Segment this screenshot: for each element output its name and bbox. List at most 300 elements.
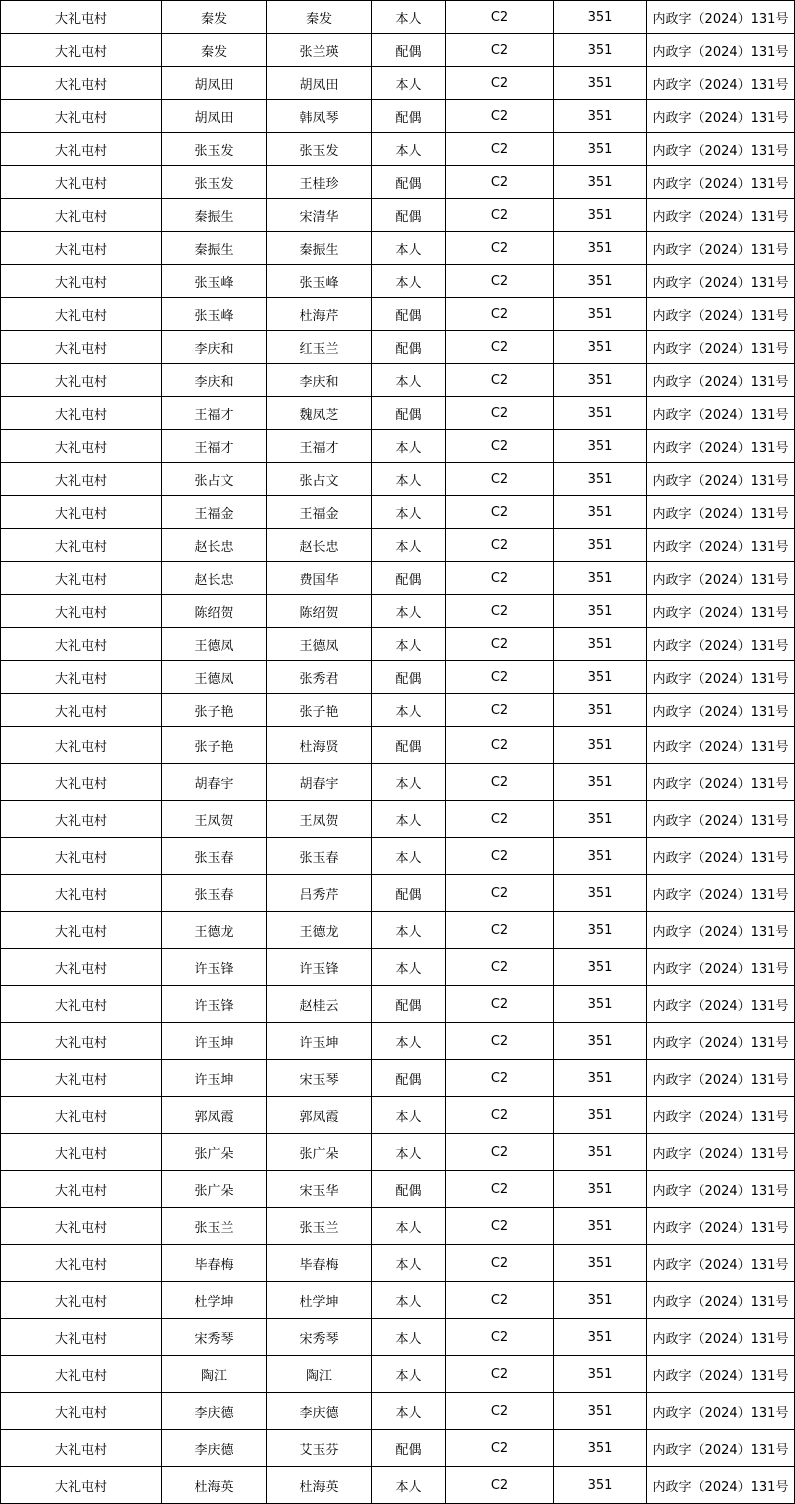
village-cell: 大礼屯村 xyxy=(1,949,162,986)
member-name-cell: 韩凤琴 xyxy=(267,100,372,133)
document-number-cell: 内政字（2024）131号 xyxy=(647,838,795,875)
village-cell: 大礼屯村 xyxy=(1,764,162,801)
household-head-cell: 郭凤霞 xyxy=(162,1097,267,1134)
table-row xyxy=(1,875,795,912)
household-head-cell: 王德凤 xyxy=(162,661,267,694)
village-cell: 大礼屯村 xyxy=(1,1430,162,1467)
relation-cell: 本人 xyxy=(372,1282,446,1319)
grade-cell: C2 xyxy=(446,912,554,949)
grade-cell: C2 xyxy=(446,1060,554,1097)
relation-cell: 配偶 xyxy=(372,397,446,430)
member-name-cell: 王德龙 xyxy=(267,912,372,949)
household-head-cell: 许玉坤 xyxy=(162,1023,267,1060)
amount-cell: 351 xyxy=(554,1245,647,1282)
village-cell: 大礼屯村 xyxy=(1,838,162,875)
amount-cell: 351 xyxy=(554,875,647,912)
village-cell: 大礼屯村 xyxy=(1,661,162,694)
household-head-cell: 赵长忠 xyxy=(162,562,267,595)
amount-cell: 351 xyxy=(554,986,647,1023)
amount-cell: 351 xyxy=(554,1208,647,1245)
amount-cell: 351 xyxy=(554,1430,647,1467)
member-name-cell: 陶江 xyxy=(267,1356,372,1393)
village-cell: 大礼屯村 xyxy=(1,1393,162,1430)
document-number-cell: 内政字（2024）131号 xyxy=(647,1393,795,1430)
member-name-cell: 杜海芹 xyxy=(267,298,372,331)
relation-cell: 本人 xyxy=(372,265,446,298)
member-name-cell: 胡凤田 xyxy=(267,67,372,100)
household-head-cell: 许玉坤 xyxy=(162,1060,267,1097)
table-row xyxy=(1,397,795,430)
grade-cell: C2 xyxy=(446,628,554,661)
table-row xyxy=(1,1393,795,1430)
table-row xyxy=(1,430,795,463)
grade-cell: C2 xyxy=(446,694,554,727)
grade-cell: C2 xyxy=(446,265,554,298)
grade-cell: C2 xyxy=(446,1467,554,1504)
member-name-cell: 宋秀琴 xyxy=(267,1319,372,1356)
table-row xyxy=(1,986,795,1023)
member-name-cell: 宋玉琴 xyxy=(267,1060,372,1097)
household-head-cell: 张玉兰 xyxy=(162,1208,267,1245)
grade-cell: C2 xyxy=(446,67,554,100)
relation-cell: 配偶 xyxy=(372,298,446,331)
grade-cell: C2 xyxy=(446,661,554,694)
relation-cell: 本人 xyxy=(372,628,446,661)
household-head-cell: 王福才 xyxy=(162,430,267,463)
table-row xyxy=(1,529,795,562)
document-number-cell: 内政字（2024）131号 xyxy=(647,562,795,595)
amount-cell: 351 xyxy=(554,67,647,100)
amount-cell: 351 xyxy=(554,496,647,529)
village-cell: 大礼屯村 xyxy=(1,166,162,199)
relation-cell: 本人 xyxy=(372,463,446,496)
relation-cell: 本人 xyxy=(372,838,446,875)
grade-cell: C2 xyxy=(446,232,554,265)
member-name-cell: 张广朵 xyxy=(267,1134,372,1171)
table-row xyxy=(1,838,795,875)
household-head-cell: 王福金 xyxy=(162,496,267,529)
table-row xyxy=(1,496,795,529)
village-cell: 大礼屯村 xyxy=(1,595,162,628)
village-cell: 大礼屯村 xyxy=(1,1282,162,1319)
member-name-cell: 赵长忠 xyxy=(267,529,372,562)
table-row xyxy=(1,1430,795,1467)
relation-cell: 本人 xyxy=(372,1467,446,1504)
document-number-cell: 内政字（2024）131号 xyxy=(647,331,795,364)
relation-cell: 本人 xyxy=(372,1393,446,1430)
village-cell: 大礼屯村 xyxy=(1,232,162,265)
document-number-cell: 内政字（2024）131号 xyxy=(647,1023,795,1060)
member-name-cell: 张玉春 xyxy=(267,838,372,875)
member-name-cell: 宋清华 xyxy=(267,199,372,232)
relation-cell: 本人 xyxy=(372,1,446,34)
household-head-cell: 王福才 xyxy=(162,397,267,430)
household-head-cell: 张广朵 xyxy=(162,1134,267,1171)
household-head-cell: 王凤贺 xyxy=(162,801,267,838)
document-number-cell: 内政字（2024）131号 xyxy=(647,1208,795,1245)
document-number-cell: 内政字（2024）131号 xyxy=(647,986,795,1023)
member-name-cell: 吕秀芹 xyxy=(267,875,372,912)
document-number-cell: 内政字（2024）131号 xyxy=(647,298,795,331)
relation-cell: 配偶 xyxy=(372,199,446,232)
amount-cell: 351 xyxy=(554,430,647,463)
village-cell: 大礼屯村 xyxy=(1,34,162,67)
village-cell: 大礼屯村 xyxy=(1,1208,162,1245)
table-row xyxy=(1,364,795,397)
village-cell: 大礼屯村 xyxy=(1,1,162,34)
table-row xyxy=(1,232,795,265)
amount-cell: 351 xyxy=(554,1393,647,1430)
relation-cell: 配偶 xyxy=(372,562,446,595)
member-name-cell: 赵桂云 xyxy=(267,986,372,1023)
grade-cell: C2 xyxy=(446,1430,554,1467)
grade-cell: C2 xyxy=(446,496,554,529)
village-cell: 大礼屯村 xyxy=(1,265,162,298)
village-cell: 大礼屯村 xyxy=(1,875,162,912)
member-name-cell: 王德凤 xyxy=(267,628,372,661)
relation-cell: 本人 xyxy=(372,694,446,727)
table-row xyxy=(1,463,795,496)
amount-cell: 351 xyxy=(554,100,647,133)
grade-cell: C2 xyxy=(446,430,554,463)
table-row xyxy=(1,949,795,986)
table-row xyxy=(1,265,795,298)
member-name-cell: 张玉发 xyxy=(267,133,372,166)
household-head-cell: 陈绍贺 xyxy=(162,595,267,628)
document-number-cell: 内政字（2024）131号 xyxy=(647,949,795,986)
grade-cell: C2 xyxy=(446,986,554,1023)
member-name-cell: 艾玉芬 xyxy=(267,1430,372,1467)
village-cell: 大礼屯村 xyxy=(1,199,162,232)
village-cell: 大礼屯村 xyxy=(1,529,162,562)
village-cell: 大礼屯村 xyxy=(1,463,162,496)
amount-cell: 351 xyxy=(554,661,647,694)
document-number-cell: 内政字（2024）131号 xyxy=(647,912,795,949)
document-number-cell: 内政字（2024）131号 xyxy=(647,1097,795,1134)
document-number-cell: 内政字（2024）131号 xyxy=(647,133,795,166)
village-cell: 大礼屯村 xyxy=(1,727,162,764)
grade-cell: C2 xyxy=(446,1356,554,1393)
table-row xyxy=(1,166,795,199)
table-row xyxy=(1,199,795,232)
member-name-cell: 杜海英 xyxy=(267,1467,372,1504)
document-number-cell: 内政字（2024）131号 xyxy=(647,463,795,496)
household-head-cell: 张占文 xyxy=(162,463,267,496)
amount-cell: 351 xyxy=(554,1467,647,1504)
document-number-cell: 内政字（2024）131号 xyxy=(647,1319,795,1356)
table-row xyxy=(1,912,795,949)
document-number-cell: 内政字（2024）131号 xyxy=(647,764,795,801)
relation-cell: 配偶 xyxy=(372,986,446,1023)
table-row xyxy=(1,764,795,801)
member-name-cell: 许玉坤 xyxy=(267,1023,372,1060)
document-number-cell: 内政字（2024）131号 xyxy=(647,801,795,838)
member-name-cell: 许玉锋 xyxy=(267,949,372,986)
household-head-cell: 张玉发 xyxy=(162,166,267,199)
relation-cell: 本人 xyxy=(372,801,446,838)
table-row xyxy=(1,595,795,628)
household-head-cell: 张广朵 xyxy=(162,1171,267,1208)
grade-cell: C2 xyxy=(446,298,554,331)
amount-cell: 351 xyxy=(554,1356,647,1393)
amount-cell: 351 xyxy=(554,1282,647,1319)
document-number-cell: 内政字（2024）131号 xyxy=(647,1467,795,1504)
village-cell: 大礼屯村 xyxy=(1,133,162,166)
relation-cell: 本人 xyxy=(372,232,446,265)
document-number-cell: 内政字（2024）131号 xyxy=(647,595,795,628)
grade-cell: C2 xyxy=(446,166,554,199)
grade-cell: C2 xyxy=(446,463,554,496)
document-number-cell: 内政字（2024）131号 xyxy=(647,1430,795,1467)
grade-cell: C2 xyxy=(446,1,554,34)
village-cell: 大礼屯村 xyxy=(1,986,162,1023)
member-name-cell: 张玉峰 xyxy=(267,265,372,298)
grade-cell: C2 xyxy=(446,949,554,986)
grade-cell: C2 xyxy=(446,34,554,67)
relation-cell: 配偶 xyxy=(372,727,446,764)
member-name-cell: 魏凤芝 xyxy=(267,397,372,430)
relation-cell: 本人 xyxy=(372,764,446,801)
document-number-cell: 内政字（2024）131号 xyxy=(647,199,795,232)
member-name-cell: 张玉兰 xyxy=(267,1208,372,1245)
grade-cell: C2 xyxy=(446,1134,554,1171)
document-number-cell: 内政字（2024）131号 xyxy=(647,1060,795,1097)
table-row xyxy=(1,298,795,331)
table-row xyxy=(1,661,795,694)
document-number-cell: 内政字（2024）131号 xyxy=(647,661,795,694)
relation-cell: 本人 xyxy=(372,1097,446,1134)
relation-cell: 本人 xyxy=(372,133,446,166)
village-cell: 大礼屯村 xyxy=(1,912,162,949)
amount-cell: 351 xyxy=(554,166,647,199)
document-number-cell: 内政字（2024）131号 xyxy=(647,430,795,463)
village-cell: 大礼屯村 xyxy=(1,1356,162,1393)
amount-cell: 351 xyxy=(554,1,647,34)
relation-cell: 配偶 xyxy=(372,34,446,67)
village-cell: 大礼屯村 xyxy=(1,364,162,397)
member-name-cell: 王福才 xyxy=(267,430,372,463)
member-name-cell: 李庆和 xyxy=(267,364,372,397)
grade-cell: C2 xyxy=(446,529,554,562)
village-cell: 大礼屯村 xyxy=(1,1245,162,1282)
grade-cell: C2 xyxy=(446,875,554,912)
relation-cell: 本人 xyxy=(372,1245,446,1282)
household-head-cell: 李庆德 xyxy=(162,1393,267,1430)
relation-cell: 配偶 xyxy=(372,1430,446,1467)
grade-cell: C2 xyxy=(446,1245,554,1282)
member-name-cell: 郭凤霞 xyxy=(267,1097,372,1134)
table-row xyxy=(1,1097,795,1134)
member-name-cell: 张子艳 xyxy=(267,694,372,727)
village-cell: 大礼屯村 xyxy=(1,1467,162,1504)
amount-cell: 351 xyxy=(554,595,647,628)
household-head-cell: 胡凤田 xyxy=(162,67,267,100)
document-number-cell: 内政字（2024）131号 xyxy=(647,397,795,430)
relation-cell: 配偶 xyxy=(372,1171,446,1208)
household-head-cell: 秦发 xyxy=(162,1,267,34)
grade-cell: C2 xyxy=(446,364,554,397)
relation-cell: 本人 xyxy=(372,364,446,397)
amount-cell: 351 xyxy=(554,1171,647,1208)
relation-cell: 配偶 xyxy=(372,100,446,133)
member-name-cell: 王凤贺 xyxy=(267,801,372,838)
document-number-cell: 内政字（2024）131号 xyxy=(647,1282,795,1319)
village-cell: 大礼屯村 xyxy=(1,1023,162,1060)
document-number-cell: 内政字（2024）131号 xyxy=(647,1,795,34)
document-number-cell: 内政字（2024）131号 xyxy=(647,1134,795,1171)
grade-cell: C2 xyxy=(446,727,554,764)
relation-cell: 本人 xyxy=(372,1356,446,1393)
member-name-cell: 张兰瑛 xyxy=(267,34,372,67)
member-name-cell: 张秀君 xyxy=(267,661,372,694)
household-head-cell: 胡春宇 xyxy=(162,764,267,801)
table-row xyxy=(1,133,795,166)
household-head-cell: 秦发 xyxy=(162,34,267,67)
grade-cell: C2 xyxy=(446,331,554,364)
document-number-cell: 内政字（2024）131号 xyxy=(647,232,795,265)
household-head-cell: 张子艳 xyxy=(162,727,267,764)
household-head-cell: 毕春梅 xyxy=(162,1245,267,1282)
document-number-cell: 内政字（2024）131号 xyxy=(647,34,795,67)
document-number-cell: 内政字（2024）131号 xyxy=(647,875,795,912)
household-head-cell: 王德龙 xyxy=(162,912,267,949)
relation-cell: 配偶 xyxy=(372,661,446,694)
document-number-cell: 内政字（2024）131号 xyxy=(647,100,795,133)
relation-cell: 本人 xyxy=(372,595,446,628)
household-head-cell: 宋秀琴 xyxy=(162,1319,267,1356)
amount-cell: 351 xyxy=(554,298,647,331)
amount-cell: 351 xyxy=(554,1060,647,1097)
relation-cell: 本人 xyxy=(372,949,446,986)
amount-cell: 351 xyxy=(554,801,647,838)
grade-cell: C2 xyxy=(446,133,554,166)
table-row xyxy=(1,1245,795,1282)
amount-cell: 351 xyxy=(554,463,647,496)
grade-cell: C2 xyxy=(446,838,554,875)
household-head-cell: 张玉春 xyxy=(162,838,267,875)
household-head-cell: 张子艳 xyxy=(162,694,267,727)
village-cell: 大礼屯村 xyxy=(1,628,162,661)
grade-cell: C2 xyxy=(446,199,554,232)
relation-cell: 配偶 xyxy=(372,166,446,199)
grade-cell: C2 xyxy=(446,1282,554,1319)
document-number-cell: 内政字（2024）131号 xyxy=(647,496,795,529)
document-number-cell: 内政字（2024）131号 xyxy=(647,1171,795,1208)
grade-cell: C2 xyxy=(446,1171,554,1208)
household-head-cell: 李庆和 xyxy=(162,331,267,364)
grade-cell: C2 xyxy=(446,1319,554,1356)
household-head-cell: 许玉锋 xyxy=(162,949,267,986)
amount-cell: 351 xyxy=(554,949,647,986)
amount-cell: 351 xyxy=(554,34,647,67)
table-row xyxy=(1,1467,795,1504)
table-row xyxy=(1,1,795,34)
table-row xyxy=(1,1171,795,1208)
amount-cell: 351 xyxy=(554,1319,647,1356)
document-number-cell: 内政字（2024）131号 xyxy=(647,364,795,397)
amount-cell: 351 xyxy=(554,628,647,661)
village-cell: 大礼屯村 xyxy=(1,331,162,364)
grade-cell: C2 xyxy=(446,764,554,801)
grade-cell: C2 xyxy=(446,595,554,628)
village-cell: 大礼屯村 xyxy=(1,562,162,595)
household-head-cell: 陶江 xyxy=(162,1356,267,1393)
household-head-cell: 秦振生 xyxy=(162,199,267,232)
relation-cell: 配偶 xyxy=(372,1060,446,1097)
amount-cell: 351 xyxy=(554,1023,647,1060)
grade-cell: C2 xyxy=(446,1393,554,1430)
amount-cell: 351 xyxy=(554,232,647,265)
village-cell: 大礼屯村 xyxy=(1,1097,162,1134)
member-name-cell: 杜海贤 xyxy=(267,727,372,764)
member-name-cell: 张占文 xyxy=(267,463,372,496)
amount-cell: 351 xyxy=(554,331,647,364)
household-head-cell: 胡凤田 xyxy=(162,100,267,133)
relation-cell: 本人 xyxy=(372,1319,446,1356)
amount-cell: 351 xyxy=(554,133,647,166)
grade-cell: C2 xyxy=(446,801,554,838)
member-name-cell: 王福金 xyxy=(267,496,372,529)
table-row xyxy=(1,1319,795,1356)
table-row xyxy=(1,1208,795,1245)
member-name-cell: 李庆德 xyxy=(267,1393,372,1430)
amount-cell: 351 xyxy=(554,764,647,801)
household-head-cell: 张玉峰 xyxy=(162,298,267,331)
document-number-cell: 内政字（2024）131号 xyxy=(647,529,795,562)
member-name-cell: 费国华 xyxy=(267,562,372,595)
amount-cell: 351 xyxy=(554,694,647,727)
grade-cell: C2 xyxy=(446,562,554,595)
household-head-cell: 王德凤 xyxy=(162,628,267,661)
village-cell: 大礼屯村 xyxy=(1,1171,162,1208)
table-row xyxy=(1,727,795,764)
member-name-cell: 胡春宇 xyxy=(267,764,372,801)
household-head-cell: 许玉锋 xyxy=(162,986,267,1023)
household-head-cell: 杜学坤 xyxy=(162,1282,267,1319)
relation-cell: 本人 xyxy=(372,430,446,463)
village-cell: 大礼屯村 xyxy=(1,496,162,529)
member-name-cell: 秦发 xyxy=(267,1,372,34)
table-row xyxy=(1,801,795,838)
amount-cell: 351 xyxy=(554,838,647,875)
member-name-cell: 红玉兰 xyxy=(267,331,372,364)
table-row xyxy=(1,1060,795,1097)
household-head-cell: 秦振生 xyxy=(162,232,267,265)
table-row xyxy=(1,34,795,67)
relation-cell: 配偶 xyxy=(372,875,446,912)
amount-cell: 351 xyxy=(554,397,647,430)
amount-cell: 351 xyxy=(554,529,647,562)
grade-cell: C2 xyxy=(446,1023,554,1060)
document-number-cell: 内政字（2024）131号 xyxy=(647,628,795,661)
table-row xyxy=(1,67,795,100)
village-cell: 大礼屯村 xyxy=(1,67,162,100)
village-cell: 大礼屯村 xyxy=(1,1319,162,1356)
household-head-cell: 张玉春 xyxy=(162,875,267,912)
amount-cell: 351 xyxy=(554,364,647,397)
village-cell: 大礼屯村 xyxy=(1,801,162,838)
household-head-cell: 张玉峰 xyxy=(162,265,267,298)
document-number-cell: 内政字（2024）131号 xyxy=(647,67,795,100)
document-number-cell: 内政字（2024）131号 xyxy=(647,166,795,199)
table-row xyxy=(1,1356,795,1393)
table-row xyxy=(1,1282,795,1319)
member-name-cell: 毕春梅 xyxy=(267,1245,372,1282)
amount-cell: 351 xyxy=(554,1134,647,1171)
village-cell: 大礼屯村 xyxy=(1,298,162,331)
member-name-cell: 杜学坤 xyxy=(267,1282,372,1319)
member-name-cell: 秦振生 xyxy=(267,232,372,265)
